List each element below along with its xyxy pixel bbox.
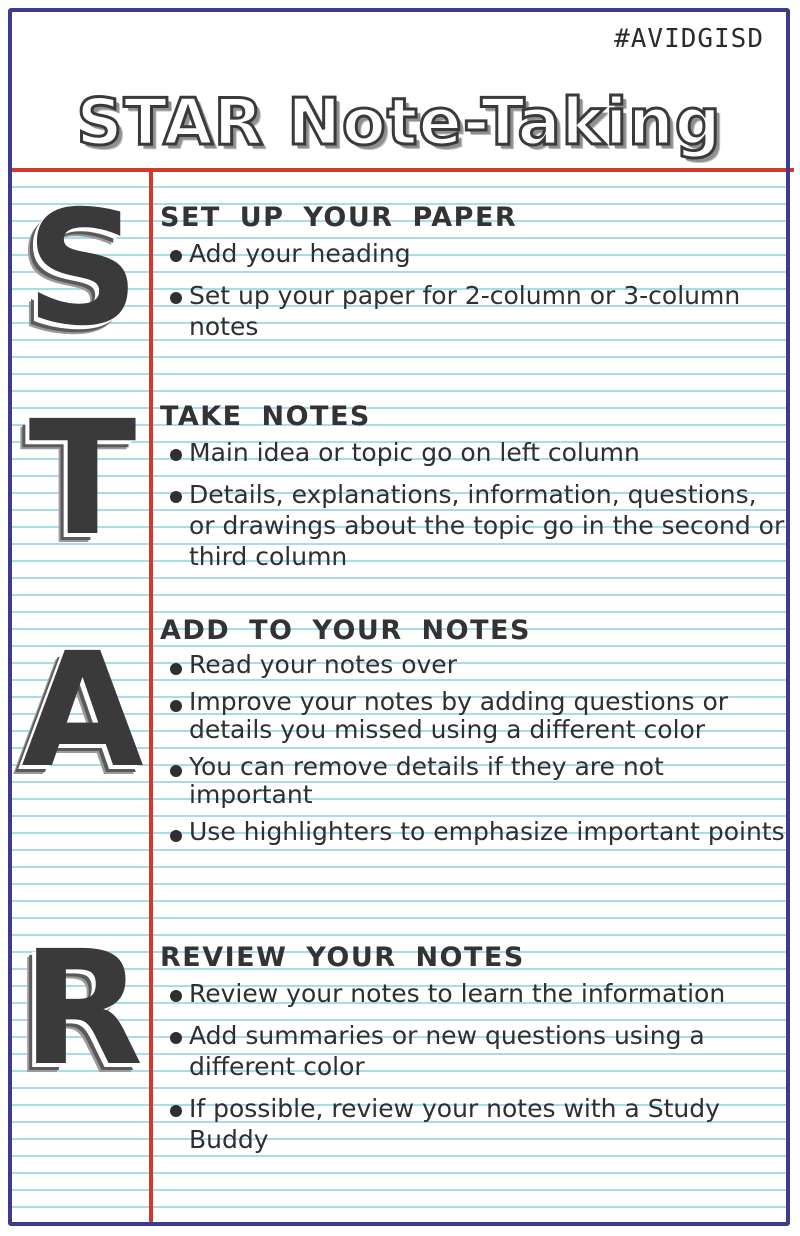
margin-red-rule [149, 168, 153, 1226]
list-item: Read your notes over [160, 651, 785, 679]
letter-s: S [25, 177, 140, 361]
list-item: Use highlighters to emphasize important points [160, 818, 785, 846]
list-item: Details, explanations, information, questions, or drawings about the topic go in the second or third column [160, 479, 785, 572]
section-review-your-notes [160, 942, 785, 1166]
section-title: SET UP YOUR PAPER [160, 202, 518, 233]
list-item: Improve your notes by adding questions or details you missed using a different color [160, 688, 785, 744]
hashtag: #AVIDGISD [614, 24, 764, 54]
letter-t: T [28, 387, 137, 571]
item-list [160, 238, 785, 342]
list-item: If possible, review your notes with a Study Buddy [160, 1093, 785, 1155]
list-item: You can remove details if they are not important [160, 753, 785, 809]
section-title: TAKE NOTES [160, 401, 371, 432]
top-red-rule [8, 168, 794, 172]
section-set-up-your-paper [160, 202, 785, 353]
letter-a: A [21, 619, 144, 803]
section-title: REVIEW YOUR NOTES [160, 942, 525, 973]
list-item: Main idea or topic go on left column [160, 437, 785, 468]
list-item: Review your notes to learn the information [160, 978, 785, 1009]
section-add-to-your-notes [160, 615, 785, 855]
list-item: Add summaries or new questions using a different color [160, 1020, 785, 1082]
poster-title: STAR Note-Taking [76, 86, 722, 160]
letter-r: R [21, 917, 144, 1101]
section-title: ADD TO YOUR NOTES [160, 615, 531, 646]
list-item: Add your heading [160, 238, 785, 269]
list-item: Set up your paper for 2-column or 3-column notes [160, 280, 785, 342]
poster-header [12, 12, 786, 169]
section-take-notes [160, 401, 785, 583]
item-list [160, 978, 785, 1155]
item-list [160, 437, 785, 572]
item-list [160, 651, 785, 846]
